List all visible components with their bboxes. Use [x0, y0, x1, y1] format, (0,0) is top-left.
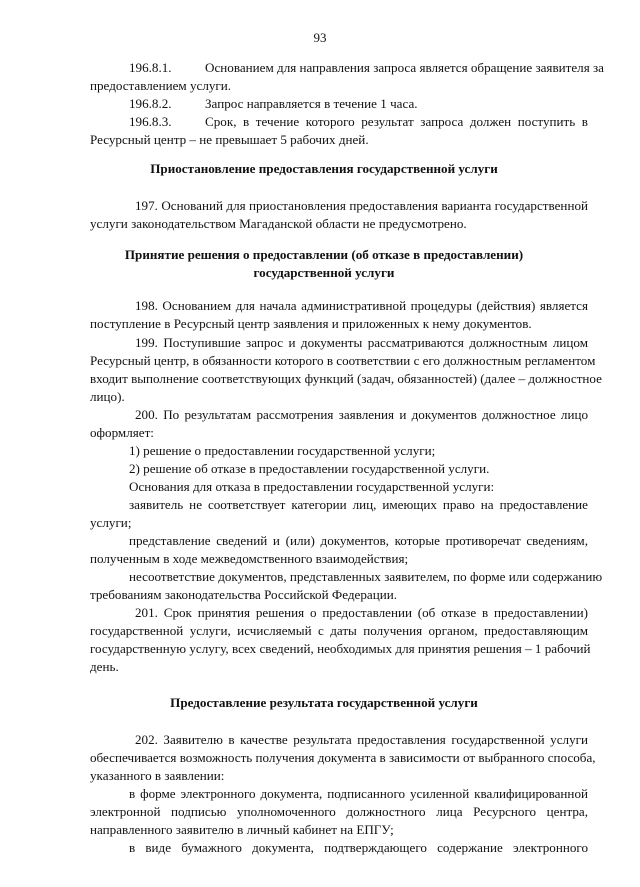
paragraph-line: услуги;: [90, 515, 132, 530]
paragraph-line: 200. По результатам рассмотрения заявления и документов должностное лицо: [135, 407, 588, 422]
paragraph-line: 197. Оснований для приостановления предоставления варианта государственной: [135, 198, 588, 213]
paragraph-line: 198. Основанием для начала административной процедуры (действия) является: [135, 298, 588, 313]
paragraph-line: предоставлением услуги.: [90, 78, 232, 93]
list-item: несоответствие документов, представленных заявителем, по форме или содержанию: [129, 569, 603, 584]
paragraph-line: оформляет:: [90, 425, 154, 440]
paragraph-line: услуги законодательством Магаданской области не предусмотрено.: [90, 216, 467, 231]
section-heading: государственной услуги: [253, 265, 395, 280]
list-item: 1) решение о предоставлении государственной услуги;: [129, 443, 436, 458]
paragraph-line: лицо).: [90, 389, 125, 404]
paragraph-line: входит выполнение соответствующих функций (задач, обязанностей) (далее – должностное: [90, 371, 602, 386]
paragraph-line: направленного заявителю в личный кабинет на ЕПГУ;: [90, 822, 394, 837]
paragraph-line: 202. Заявителю в качестве результата предоставления государственной услуги: [135, 732, 588, 747]
list-item: представление сведений и (или) документов, которые противоречат сведениям,: [129, 533, 588, 548]
paragraph-line: Ресурсный центр – не превышает 5 рабочих дней.: [90, 132, 369, 147]
item-number: 196.8.2.: [129, 96, 172, 111]
paragraph-line: обеспечивается возможность получения документа в зависимости от выбранного способа,: [90, 750, 596, 765]
section-heading: Приостановление предоставления государственной услуги: [150, 161, 498, 176]
section-heading: Принятие решения о предоставлении (об отказе в предоставлении): [124, 247, 524, 262]
list-item: заявитель не соответствует категории лиц, имеющих право на предоставление: [129, 497, 588, 512]
paragraph-line: день.: [90, 659, 119, 674]
list-item: 2) решение об отказе в предоставлении государственной услуги.: [129, 461, 490, 476]
paragraph-line: полученным в ходе межведомственного взаимодействия;: [90, 551, 409, 566]
paragraph-line: электронной подписью уполномоченного должностного лица Ресурсного центра,: [90, 804, 588, 819]
paragraph-line: Запрос направляется в течение 1 часа.: [205, 96, 418, 111]
paragraph-line: государственной услуги, исчисляемый с даты получения органом, предоставляющим: [90, 623, 588, 638]
paragraph-line: Ресурсный центр, в обязанности которого в соответствии с его должностным регламентом: [90, 353, 596, 368]
paragraph-line: указанного в заявлении:: [90, 768, 225, 783]
paragraph-line: требованиям законодательства Российской Федерации.: [90, 587, 397, 602]
paragraph-line: Срок, в течение которого результат запроса должен поступить в: [205, 114, 588, 129]
paragraph-line: Основания для отказа в предоставлении государственной услуги:: [129, 479, 495, 494]
paragraph-line: государственную услугу, всех сведений, необходимых для принятия решения – 1 рабочий: [90, 641, 591, 656]
paragraph-line: Основанием для направления запроса является обращение заявителя за: [205, 60, 604, 75]
paragraph-line: 199. Поступившие запрос и документы рассматриваются должностным лицом: [135, 335, 588, 350]
paragraph-line: 201. Срок принятия решения о предоставлении (об отказе в предоставлении): [135, 605, 588, 620]
page-number: 93: [313, 30, 327, 45]
paragraph-line: поступление в Ресурсный центр заявления и приложенных к нему документов.: [90, 316, 532, 331]
list-item: в форме электронного документа, подписанного усиленной квалифицированной: [129, 786, 588, 801]
item-number: 196.8.1.: [129, 60, 172, 75]
item-number: 196.8.3.: [129, 114, 172, 129]
section-heading: Предоставление результата государственной услуги: [170, 695, 478, 710]
list-item: в виде бумажного документа, подтверждающего содержание электронного: [129, 840, 588, 855]
